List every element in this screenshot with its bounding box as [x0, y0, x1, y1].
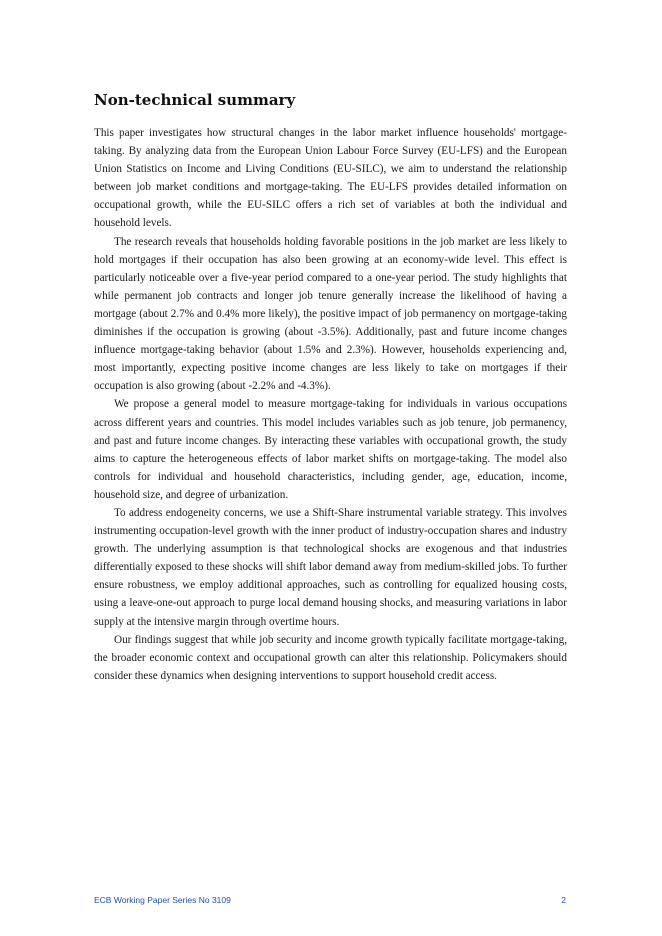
- paragraph-5: Our findings suggest that while job security and income growth typically facilitate mortgage-taking, the broader economic context and occupational growth can alter this relationship. Policymakers should consider these dynamics when designing interventions to support household credit access.: [94, 633, 567, 682]
- footer-page-number: 2: [561, 895, 566, 905]
- paragraph-1: This paper investigates how structural changes in the labor market influence households' mortgage-taking. By analyzing data from the European Union Labour Force Survey (EU-LFS) and the European Union Statistics on Income and Living Conditions (EU-SILC), we aim to understand the relationship between job market conditions and mortgage-taking. The EU-LFS provides detailed information on occupational growth, while the EU-SILC offers a rich set of variables at both the individual and household levels.: [94, 127, 567, 230]
- section-heading: Non-technical summary: [94, 91, 296, 109]
- summary-body: [94, 124, 567, 685]
- paragraph-2: The research reveals that households holding favorable positions in the job market are less likely to hold mortgages if their occupation has also been growing at an economy-wide level. This effect is particularly noticeable over a five-year period compared to a one-year period. The study highlights that while permanent job contracts and longer job tenure generally increase the likelihood of having a mortgage (about 2.7% and 0.4% more likely), the positive impact of job permanency on mortgage-taking diminishes if the occupation is growing (about -3.5%). Additionally, past and future income changes influence mortgage-taking behavior (about 1.5% and 2.3%). However, households experiencing and, most importantly, expecting positive income changes are less likely to take on mortgages if their occupation is also growing (about -2.2% and -4.3%).: [94, 235, 567, 393]
- footer-series-label: ECB Working Paper Series No 3109: [94, 895, 231, 905]
- paragraph-3: We propose a general model to measure mortgage-taking for individuals in various occupations across different years and countries. This model includes variables such as job tenure, job permanency, and past and future income changes. By interacting these variables with occupational growth, the study aims to capture the heterogeneous effects of labor market shifts on mortgage-taking. The model also controls for individual and household characteristics, including gender, age, education, income, household size, and degree of urbanization.: [94, 398, 567, 501]
- paragraph-4: To address endogeneity concerns, we use a Shift-Share instrumental variable strategy. This involves instrumenting occupation-level growth with the inner product of industry-occupation shares and industry growth. The underlying assumption is that technological shocks are exogenous and that industries differentially exposed to these shocks will shift labor demand away from medium-skilled jobs. To further ensure robustness, we employ additional approaches, such as controlling for equalized housing costs, using a leave-one-out approach to purge local demand housing shocks, and measuring variations in labor supply at the intensive margin through overtime hours.: [94, 506, 567, 628]
